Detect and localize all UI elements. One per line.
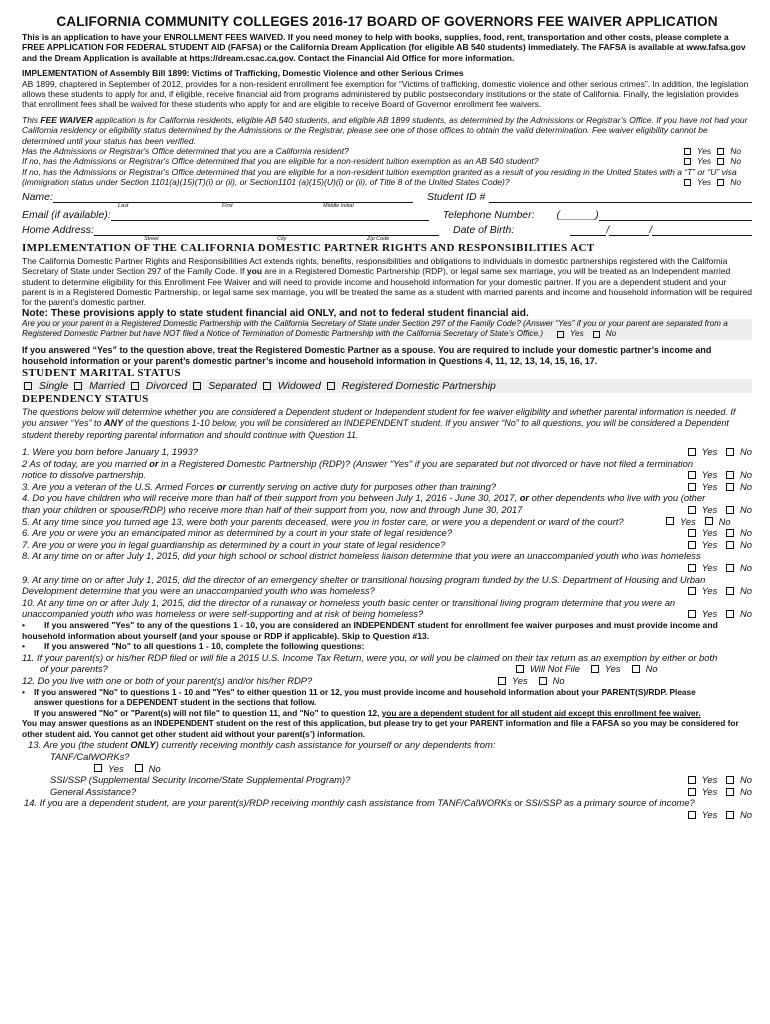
- question-14-text: 14. If you are a dependent student, are your parent(s)/RDP receiving monthly cash assistance from TANF/CalWORKs or SSI/SSP as a primary source of income?: [24, 797, 695, 809]
- visa-question: [22, 177, 752, 187]
- question-4: [22, 504, 752, 516]
- phone-label: Telephone Number:: [442, 208, 535, 221]
- tanf-no-checkbox[interactable]: [135, 764, 143, 772]
- question-5-text: 5. At any time since you turned age 13, were both your parents deceased, were you in foster care, or were you a dependent or ward of the court?: [22, 515, 624, 527]
- q10-yes-checkbox[interactable]: [688, 610, 696, 618]
- q13-text-b: ) currently receiving monthly cash assistance for yourself or any dependents from:: [155, 739, 496, 751]
- marital-single-option[interactable]: [24, 380, 68, 392]
- yes-label: Yes: [697, 177, 712, 188]
- q4-no-checkbox[interactable]: [726, 506, 734, 514]
- marital-status-options: [22, 379, 752, 393]
- form-title: CALIFORNIA COMMUNITY COLLEGES 2016-17 BOARD OF GOVERNORS FEE WAIVER APPLICATION: [56, 14, 718, 29]
- yes-label: Yes: [512, 674, 528, 686]
- yes-label: Yes: [604, 663, 621, 675]
- question-11-text-2: of your parents?: [40, 663, 108, 675]
- q12-no-checkbox[interactable]: [539, 677, 547, 685]
- street-sublabel: Street: [144, 235, 159, 242]
- ga-label: General Assistance?: [50, 785, 137, 797]
- q11-no-checkbox[interactable]: [632, 665, 640, 673]
- question-1-text: 1. Were you born before January 1, 1993?: [22, 446, 198, 458]
- eligibility-text: [22, 115, 752, 146]
- q6-yes-checkbox[interactable]: [688, 529, 696, 537]
- q1-yes-checkbox[interactable]: [688, 448, 696, 456]
- yes-label: Yes: [680, 515, 696, 527]
- residency-question-text: Has the Admissions or Registrar's Office determined that you are a California resident?: [22, 146, 349, 157]
- question-3: [22, 481, 752, 493]
- q3-text-b: currently serving on active duty for purposes other than training?: [226, 480, 497, 492]
- email-label: Email (if available):: [22, 208, 111, 221]
- ab540-yes-checkbox[interactable]: [684, 158, 691, 165]
- dependency-status-heading: DEPENDENCY STATUS: [22, 392, 149, 405]
- rdp-checkbox[interactable]: [327, 382, 335, 390]
- single-checkbox[interactable]: [24, 382, 32, 390]
- question-14: [22, 809, 752, 821]
- question-7-text: 7. Are you or were you in legal guardianship as determined by a court in your state of legal residence?: [22, 538, 446, 550]
- ab540-answer: [678, 156, 752, 166]
- dependency-intro-b: of the questions 1-10 below, you will be considered an INDEPENDENT student. If you answer “No” to all questions, you will be considered a Dependent student thereby reporting parental information and should continue with Question 11.: [22, 418, 729, 440]
- marital-widowed-option[interactable]: [263, 380, 321, 392]
- question-8: [22, 562, 752, 574]
- question-2-text: [22, 458, 752, 470]
- rdp-question: [22, 329, 752, 339]
- tanf-label: TANF/CalWORKs?: [50, 751, 130, 763]
- independent-instructions-text: If you answered "Yes" to any of the questions 1 - 10, you are considered an INDEPENDENT student for enrollment fee waiver purposes and must provide income and: [44, 619, 718, 630]
- question-9-answer: [682, 585, 752, 597]
- yes-label: Yes: [701, 585, 718, 597]
- question-6-text: 6. Are you or were you an emancipated minor as determined by a court in your state of legal residence?: [22, 527, 453, 539]
- domestic-partner-note: Note: These provisions apply to state student financial aid ONLY, and not to federal student financial aid.: [22, 307, 529, 319]
- phone-field[interactable]: [599, 209, 752, 221]
- student-id-field[interactable]: [489, 191, 752, 203]
- fee-waiver-form: [22, 14, 752, 821]
- yes-label: Yes: [701, 480, 718, 492]
- q7-no-checkbox[interactable]: [726, 541, 734, 549]
- no-label: No: [730, 177, 742, 188]
- q3-or: or: [216, 480, 227, 492]
- bullet: •: [22, 619, 26, 630]
- separated-checkbox[interactable]: [193, 382, 201, 390]
- question-9-text: 9. At any time on or after July 1, 2015, did the director of an emergency shelter or transitional housing program funded by the U.S. Department of Housing and Urban: [22, 573, 706, 585]
- dependent-notice-text: If you answered "No" or "Parent(s) will not file" to question 11, and "No" to question 12,: [34, 707, 382, 718]
- q2-text-a: 2 As of today, are you married: [22, 457, 150, 469]
- ssi-no-checkbox[interactable]: [726, 776, 734, 784]
- domestic-partner-heading: IMPLEMENTATION OF THE CALIFORNIA DOMESTIC PARTNER RIGHTS AND RESPONSIBILITIES ACT: [22, 241, 595, 254]
- question-4-text: [22, 492, 752, 504]
- question-2-text-2: notice to dissolve partnership.: [22, 469, 147, 481]
- married-checkbox[interactable]: [74, 382, 82, 390]
- question-5-answer: [660, 516, 752, 528]
- parent-info-instructions: [22, 687, 752, 698]
- question-14-answer: [682, 809, 752, 821]
- intro-text: This is an application to have your ENROLLMENT FEES WAIVED. If you need money to help with books, supplies, food, rent, transportation and other costs, please complete a FREE APPLICATION FOR FEDERAL STUDENT AID (FAFSA) or the California Dream Application (for eligible AB 540 students) immediately. The FAFSA is available at www.fafsa.gov and the Dream Application is available at https://dream.csac.ca.gov. Contact the Financial Aid Office for more information.: [22, 32, 746, 63]
- q2-text-b: in a Registered Domestic Partnership (RDP)? (Answer "Yes" if you are separated but not divorced or have not filed a termination: [158, 457, 694, 469]
- question-8-text: 8. At any time on or after July 1, 2015, did your high school or school district homeless liaison determine that you were an unaccompanied youth who was homeless: [22, 550, 701, 562]
- q13-only: ONLY: [130, 739, 156, 751]
- yes-label: Yes: [701, 538, 718, 550]
- no-label: No: [148, 762, 161, 774]
- no-label: No: [740, 785, 752, 797]
- q8-yes-checkbox[interactable]: [688, 564, 696, 572]
- question-13-text: [22, 739, 752, 751]
- no-label: No: [740, 527, 752, 539]
- yes-label: Yes: [697, 146, 712, 157]
- name-field[interactable]: [53, 191, 413, 203]
- question-10-text: 10. At any time on or after July 1, 2015, did the director of a runaway or homeless youth basic center or transitional living program determine that you were an: [22, 596, 676, 608]
- visa-question-text-2: (immigration status under Section 1101(a)(15)(T)(i) or (ii), or Section1101 (a)(15)(U)(i) or (ii), of Title 8 of the United States Code)?: [22, 177, 510, 188]
- dependent-notice-underlined: you are a dependent student for all student aid except this enrollment fee waiver.: [381, 707, 701, 718]
- dob-separator-2: /: [649, 223, 653, 236]
- q3-no-checkbox[interactable]: [726, 483, 734, 491]
- domestic-body-you: you: [246, 266, 263, 277]
- rdp-question-box: [22, 319, 752, 340]
- rdp-answer: [543, 329, 616, 339]
- address-label: Home Address:: [22, 223, 94, 236]
- q2-no-checkbox[interactable]: [726, 471, 734, 479]
- rdp-label: Registered Domestic Partnership: [341, 379, 496, 392]
- yes-label: Yes: [701, 809, 718, 821]
- question-10-text-2: unaccompanied youth who was homeless or were self-supporting and at risk of being homeless?: [22, 608, 424, 620]
- q6-no-checkbox[interactable]: [726, 529, 734, 537]
- zip-sublabel: Zip Code: [367, 235, 390, 242]
- q11-will-not-file-checkbox[interactable]: [516, 665, 524, 673]
- no-label: No: [740, 585, 752, 597]
- question-1-answer: [682, 446, 752, 458]
- marital-divorced-option[interactable]: [131, 380, 187, 392]
- yes-label: Yes: [701, 469, 718, 481]
- question-6: [22, 527, 752, 539]
- question-2-answer: [682, 469, 752, 481]
- email-row: [22, 209, 752, 221]
- question-11-text: 11. If your parent(s) or his/her RDP filed or will file a 2015 U.S. Income Tax Return, were you, or will you be claimed on their tax return as an exemption by either or both: [22, 651, 718, 663]
- rdp-yes-instructions: If you answered “Yes” to the question above, treat the Registered Domestic Partner as a spouse. You are required to include your domestic partner’s income and household information or your parent’s domestic partner’s income and household information in Questions 4, 11, 12, 13, 14, 15, 16, 17.: [22, 344, 712, 366]
- parent-info-instructions-text: If you answered "No" to questions 1 - 10 and "Yes" to either question 11 or 12, you must provide income and household information about your PARENT(S)/RDP. Please: [34, 686, 696, 697]
- dob-day-field[interactable]: [609, 224, 649, 236]
- question-3-answer: [682, 481, 752, 493]
- no-label: No: [605, 329, 617, 339]
- rdp-yes-checkbox[interactable]: [557, 331, 564, 338]
- dependent-instructions-text: If you answered "No" to all questions 1 - 10, complete the following questions:: [44, 641, 365, 652]
- no-label: No: [740, 446, 752, 458]
- q4-yes-checkbox[interactable]: [688, 506, 696, 514]
- ga-yes-checkbox[interactable]: [688, 788, 696, 796]
- dependent-student-notice: [22, 708, 752, 719]
- q12-yes-checkbox[interactable]: [498, 677, 506, 685]
- no-label: No: [740, 480, 752, 492]
- address-field[interactable]: [94, 224, 439, 236]
- marital-married-option[interactable]: [74, 380, 125, 392]
- bullet: •: [22, 641, 26, 652]
- eligibility-lead: This: [22, 114, 41, 125]
- q5-yes-checkbox[interactable]: [666, 517, 674, 525]
- no-label: No: [718, 515, 731, 527]
- dependency-intro-a: The questions below will determine whether you are considered a Dependent student or Independent student for fee waiver eligibility and whether parental information is needed. If you answer “Yes” to: [22, 406, 736, 429]
- question-5: [22, 516, 752, 528]
- tanf-yes-checkbox[interactable]: [94, 764, 102, 772]
- name-row: [22, 191, 752, 203]
- widowed-checkbox[interactable]: [263, 382, 271, 390]
- yes-label: Yes: [701, 774, 718, 786]
- dependency-intro-any: ANY: [104, 418, 124, 429]
- tanf-answer: [22, 763, 752, 775]
- q14-yes-checkbox[interactable]: [688, 811, 696, 819]
- visa-answer: [678, 177, 752, 187]
- question-6-answer: [682, 527, 752, 539]
- ga-no-checkbox[interactable]: [726, 788, 734, 796]
- no-label: No: [552, 674, 565, 686]
- marital-rdp-option[interactable]: [327, 380, 496, 392]
- dob-year-field[interactable]: [652, 224, 752, 236]
- single-label: Single: [39, 379, 69, 392]
- yes-label: Yes: [701, 608, 718, 620]
- question-1: [22, 446, 752, 458]
- no-label: No: [730, 146, 742, 157]
- divorced-label: Divorced: [145, 379, 188, 392]
- ab1899-body: AB 1899, chaptered in September of 2012, provides for a non-resident enrollment fee exemption for “Victims of trafficking, domestic violence and other serious crimes”. In addition, the legislation allows these students to apply for and, if eligible, receive financial aid from programs administered by public postsecondary institutions or the state of California. Finally, the legislation provides that enrollment fees shall be waived for these students who apply for and are eligible to receive Board of Governor enrollment fee waivers.: [22, 78, 749, 110]
- name-label: Name:: [22, 190, 53, 203]
- yes-label: Yes: [701, 785, 718, 797]
- domestic-body-b: are in a Registered Domestic Partnership (RDP), or legal same sex marriage, you will be treated as an Independent married student to determine eligibility for this Enrollment Fee Waiver and will need to provide income and household information for your domestic partner. If you are a dependent student and your parent is in a Registered Domestic Partnership, or legal same sex marriage, you will be treated the same as a student with married parents and income and household information will be required for the parent’s domestic partner.: [22, 266, 752, 308]
- q4-text-b: other dependents who live with you (other: [529, 492, 706, 504]
- married-label: Married: [89, 379, 125, 392]
- question-11-answer: [510, 663, 658, 675]
- ssi-answer: [682, 774, 752, 786]
- yes-label: Yes: [697, 156, 712, 167]
- middle-initial-sublabel: Middle Initial: [323, 202, 354, 209]
- dob-month-field[interactable]: [570, 224, 606, 236]
- ab540-question: [22, 156, 752, 166]
- yes-label: Yes: [701, 527, 718, 539]
- question-12-text: 12. Do you live with one or both of your parent(s) and/or his/her RDP?: [22, 674, 313, 686]
- question-2: [22, 469, 752, 481]
- question-7: [22, 539, 752, 551]
- dob-separator-1: /: [606, 223, 610, 236]
- q11-yes-checkbox[interactable]: [591, 665, 599, 673]
- domestic-partner-body: [22, 256, 752, 308]
- question-11: [22, 663, 752, 675]
- independent-instructions-2: household information about yourself (and your spouse or RDP if applicable). Skip to Question #13.: [22, 630, 430, 641]
- yes-label: Yes: [701, 561, 718, 573]
- question-3-text: [22, 481, 682, 493]
- q9-no-checkbox[interactable]: [726, 587, 734, 595]
- q4-or: or: [519, 492, 530, 504]
- no-label: No: [740, 538, 752, 550]
- phone-area-code[interactable]: (______): [556, 208, 599, 221]
- q2-yes-checkbox[interactable]: [688, 471, 696, 479]
- ga-question: [22, 786, 752, 798]
- first-name-sublabel: First: [222, 202, 233, 209]
- marital-status-heading: STUDENT MARITAL STATUS: [22, 366, 181, 379]
- question-9: [22, 585, 752, 597]
- q5-no-checkbox[interactable]: [705, 517, 713, 525]
- city-sublabel: City: [277, 235, 287, 242]
- domestic-body-a: The California Domestic Partner Rights and Responsibilities Act extends rights, benefits, responsibilities and obligations to individuals in domestic partnerships registered with the California Secretary of State under Section 297 of the Family Code. If: [22, 255, 728, 277]
- dependency-questions: [22, 446, 752, 821]
- ssi-question: [22, 774, 752, 786]
- no-label: No: [740, 469, 752, 481]
- ab540-no-checkbox[interactable]: [717, 158, 724, 165]
- email-field[interactable]: [111, 209, 429, 221]
- q1-no-checkbox[interactable]: [726, 448, 734, 456]
- eligibility-body: application is for California residents, eligible AB 540 students, and eligible AB 1899 students, as determined by the Admissions or Registrar’s Office. If you have not had your California residency or eligibility status determined by the Admissions or the Registrar, please see one of those offices to obtain the valid determination. Fee waiver eligibility cannot be determined until your status has been verified.: [22, 114, 748, 146]
- visa-question-text: If no, has the Admissions or Registrar's Office determined that you are eligible for a non-resident tuition exemption granted as a result of you residing in the United States with a “T” or “U” visa: [22, 166, 737, 177]
- visa-no-checkbox[interactable]: [717, 179, 724, 186]
- no-label: No: [730, 156, 742, 167]
- divorced-checkbox[interactable]: [131, 382, 139, 390]
- no-label: No: [740, 504, 752, 515]
- no-label: No: [740, 774, 752, 786]
- visa-yes-checkbox[interactable]: [684, 179, 691, 186]
- question-4-text-2: than your children or spouse/RDP) who receive more than half of their support from you, now and through June 30, 2017: [22, 504, 523, 515]
- last-name-sublabel: Last: [118, 202, 129, 209]
- ab540-question-text: If no, has the Admissions or Registrar's Office determined that you are eligible for a non-resident tuition exemption as an AB 540 student?: [22, 156, 539, 167]
- q9-yes-checkbox[interactable]: [688, 587, 696, 595]
- residency-question: [22, 146, 752, 156]
- yes-label: Yes: [701, 504, 718, 515]
- q2-or: or: [149, 457, 159, 469]
- question-4-answer: [682, 504, 752, 516]
- ssi-yes-checkbox[interactable]: [688, 776, 696, 784]
- marital-separated-option[interactable]: [193, 380, 256, 392]
- ab1899-heading: IMPLEMENTATION of Assembly Bill 1899: Victims of Trafficking, Domestic Violence and other Serious Crimes: [22, 68, 464, 79]
- q8-no-checkbox[interactable]: [726, 564, 734, 572]
- q3-text-a: 3. Are you a veteran of the U.S. Armed Forces: [22, 480, 217, 492]
- no-label: No: [740, 561, 752, 573]
- no-label: No: [645, 663, 658, 675]
- student-id-label: Student ID #: [426, 190, 486, 203]
- tanf-answer-options: [94, 763, 161, 775]
- question-8-answer: [682, 562, 752, 574]
- separated-label: Separated: [208, 379, 257, 392]
- dob-label: Date of Birth:: [452, 223, 515, 236]
- eligibility-lead-bold: FEE WAIVER: [40, 114, 93, 125]
- q7-yes-checkbox[interactable]: [688, 541, 696, 549]
- bullet: •: [22, 686, 25, 697]
- dependency-intro: [22, 407, 752, 442]
- residency-answer: [678, 146, 752, 156]
- q13-text-a: 13. Are you (the student: [28, 739, 131, 751]
- yes-label: Yes: [108, 762, 124, 774]
- rdp-question-text: Are you or your parent in a Registered Domestic Partnership with the California Secretary of State under Section 297 of the Family Code? (Answer “Yes” if you or your parent are separated from a: [22, 318, 728, 328]
- question-10: [22, 608, 752, 620]
- no-label: No: [740, 809, 752, 821]
- rdp-question-text-2: Registered Domestic Partner but have NOT filed a Notice of Termination of Domestic Partnership with the California Secretary of State’s Office.): [22, 329, 544, 339]
- ssi-label: SSI/SSP (Supplemental Security Income/State Supplemental Program)?: [50, 774, 351, 786]
- question-9-text-2: Development determine that you were an unaccompanied youth who was homeless?: [22, 585, 375, 597]
- question-7-answer: [682, 539, 752, 551]
- q14-no-checkbox[interactable]: [726, 811, 734, 819]
- yes-label: Yes: [701, 446, 718, 458]
- independent-instructions: [22, 620, 752, 631]
- address-row: [22, 224, 752, 236]
- independent-option-notice: You may answer questions as an INDEPENDENT student on the rest of this application, but please try to get your PARENT information and file a FAFSA so you may be considered for other student aid. You cannot get other student aid without your parent(s’) information.: [22, 718, 739, 739]
- residency-yes-checkbox[interactable]: [684, 148, 691, 155]
- yes-label: Yes: [570, 329, 584, 339]
- ga-answer: [682, 786, 752, 798]
- rdp-no-checkbox[interactable]: [593, 331, 600, 338]
- question-12: [22, 675, 752, 687]
- residency-no-checkbox[interactable]: [717, 148, 724, 155]
- q3-yes-checkbox[interactable]: [688, 483, 696, 491]
- q10-no-checkbox[interactable]: [726, 610, 734, 618]
- question-12-answer: [492, 675, 565, 687]
- q4-text-a: 4. Do you have children who will receive more than half of their support from you between July 1, 2016 - June 30, 2017,: [22, 492, 520, 504]
- will-not-file-label: Will Not File: [530, 663, 580, 675]
- dependent-instructions: [22, 641, 752, 652]
- question-10-answer: [682, 608, 752, 620]
- parent-info-instructions-2: answer questions for a DEPENDENT student in the sections that follow.: [34, 697, 317, 708]
- no-label: No: [740, 608, 752, 620]
- widowed-label: Widowed: [277, 379, 321, 392]
